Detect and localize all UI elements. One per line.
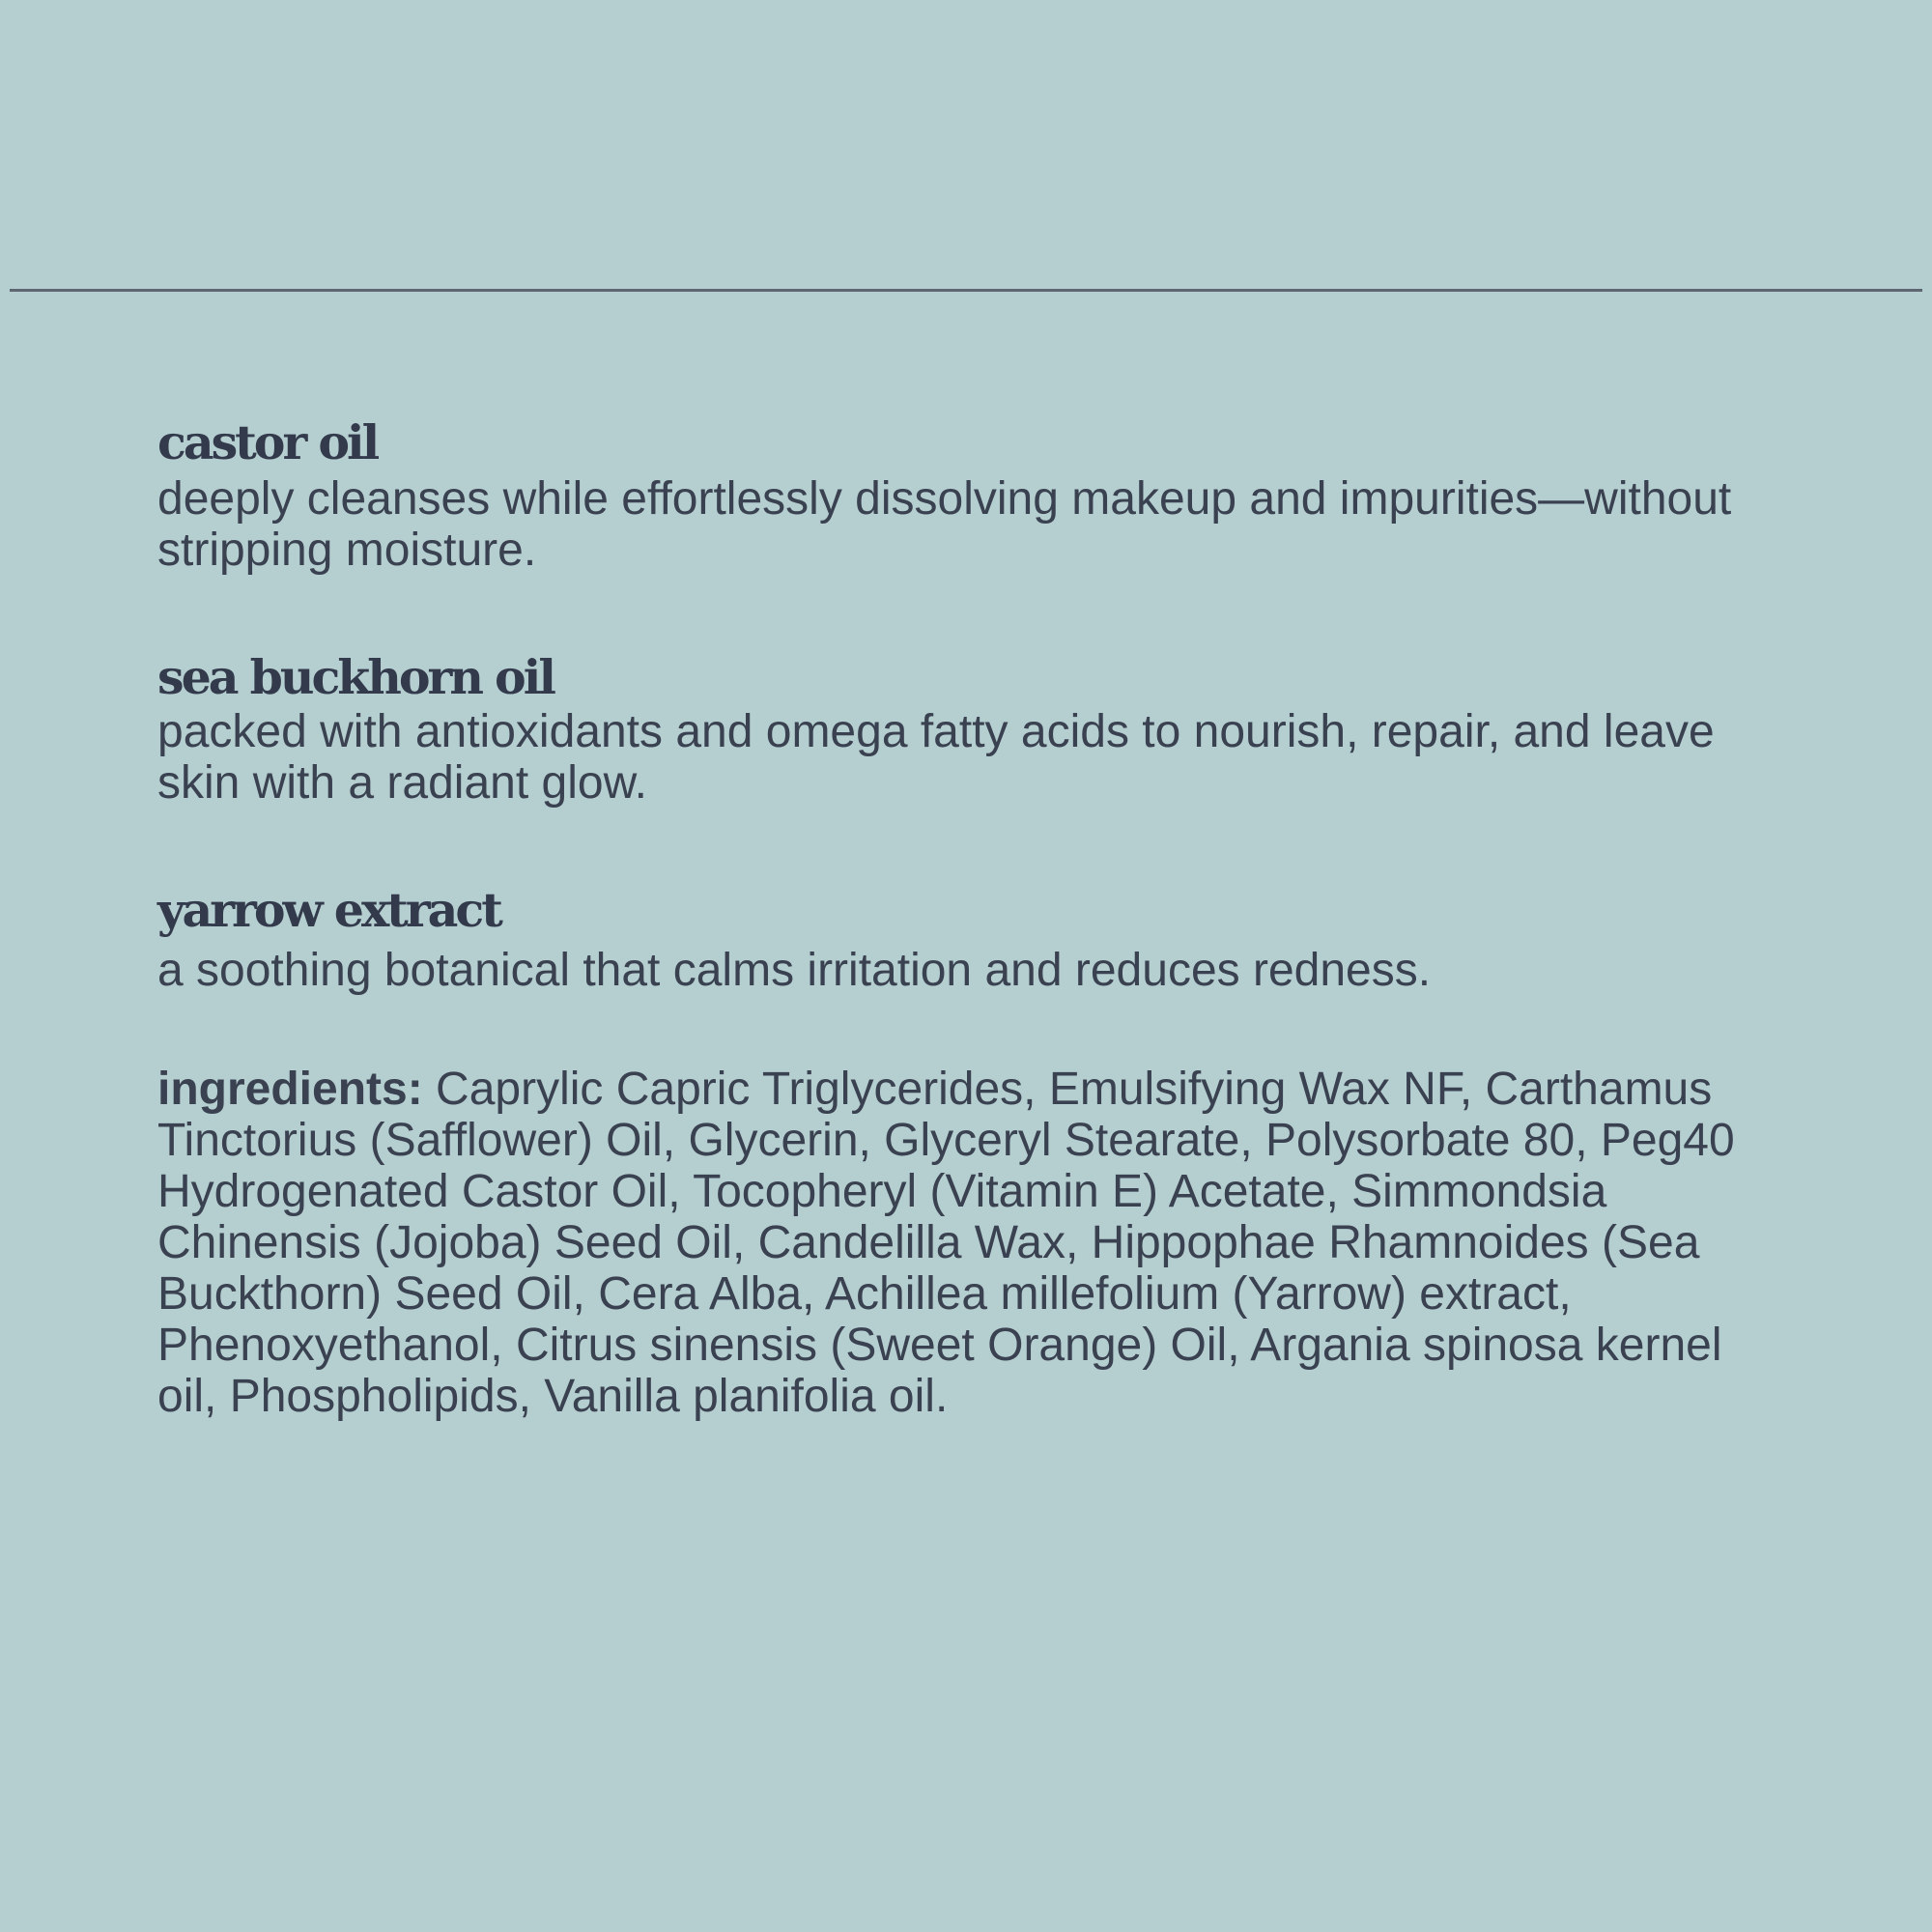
ingredients-list <box>157 1064 1790 1422</box>
section-sea-buckhorn-oil <box>157 648 1790 809</box>
section-description: packed with antioxidants and omega fatty acids to nourish, repair, and leave skin with a radiant glow. <box>157 706 1715 809</box>
section-heading: castor oil <box>157 414 378 470</box>
section-heading: yarrow extract <box>157 882 500 938</box>
ingredient-info <box>157 413 1790 1468</box>
section-heading: sea buckhorn oil <box>157 649 554 705</box>
ingredients-text: Caprylic Capric Triglycerides, Emulsifying Wax NF, Carthamus Tinctorius (Safflower) Oil, Glycerin, Glyceryl Stearate, Polysorbate 80, Peg40 Hydrogenated Castor Oil, Tocopheryl (Vitamin E) Acetate, Simmondsia Chinensis (Jojoba) Seed Oil, Candelilla Wax, Hippophae Rhamnoides (Sea Buckthorn) Seed Oil, Cera Alba, Achillea millefolium (Yarrow) extract, Phenoxyethanol, Citrus sinensis (Sweet Orange) Oil, Argania spinosa kernel oil, Phospholipids, Vanilla planifolia oil. <box>157 1064 1735 1422</box>
ingredients-label: ingredients: <box>157 1064 423 1115</box>
section-yarrow-extract <box>157 881 1790 996</box>
section-description: deeply cleanses while effortlessly dissolving makeup and impurities—without stripping moisture. <box>157 473 1732 576</box>
section-castor-oil <box>157 413 1790 576</box>
section-description: a soothing botanical that calms irritation and reduces redness. <box>157 945 1432 996</box>
top-divider <box>10 289 1922 292</box>
